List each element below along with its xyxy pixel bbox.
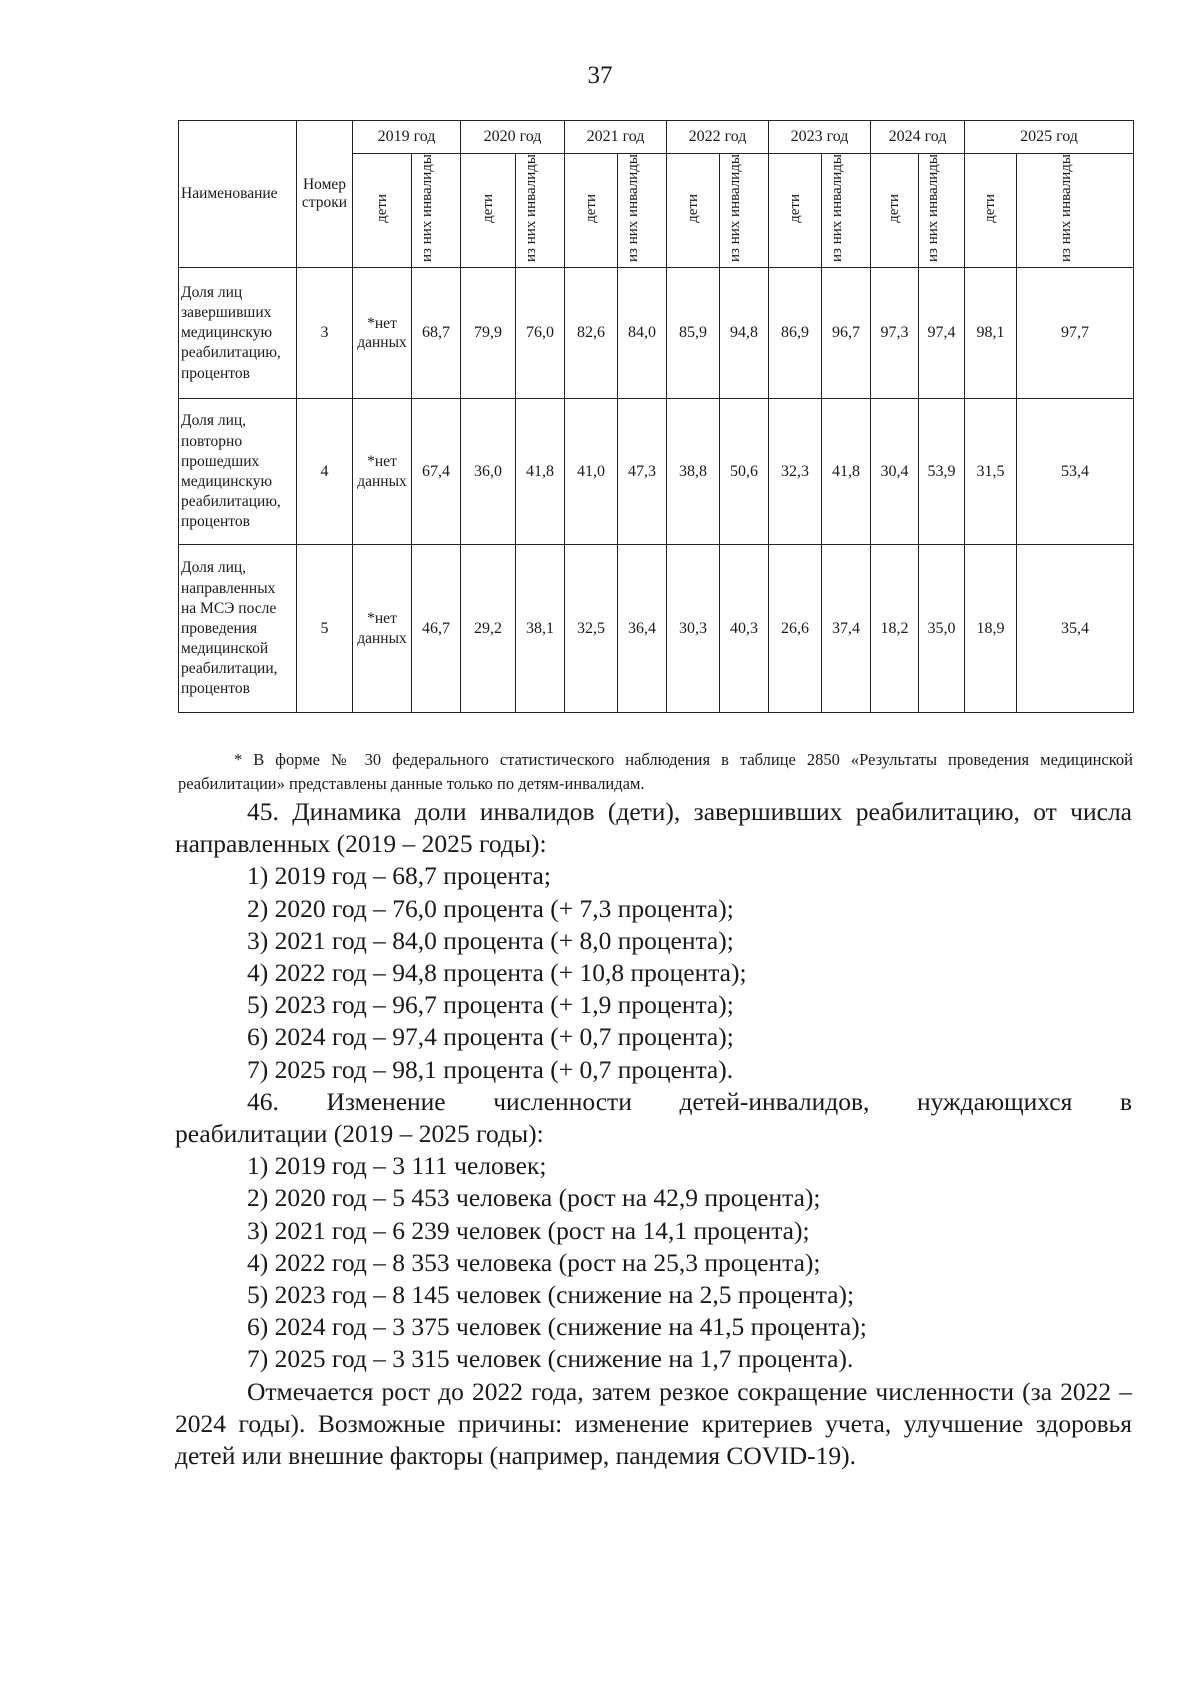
value-cell: 32,3: [769, 399, 822, 545]
value-cell: 82,6: [565, 268, 618, 399]
value-cell: 53,9: [919, 399, 965, 545]
subheader-children: дети: [461, 154, 516, 268]
value-cell: 36,4: [618, 545, 667, 713]
section-46-title-cont: реабилитации (2019 – 2025 годы):: [175, 1119, 544, 1149]
value-cell: 40,3: [720, 545, 769, 713]
value-cell: 41,8: [516, 399, 565, 545]
value-cell: 86,9: [769, 268, 822, 399]
subheader-disabled: из них инвалиды: [516, 154, 565, 268]
subheader-disabled: из них инвалиды: [720, 154, 769, 268]
value-cell: 26,6: [769, 545, 822, 713]
header-year-2019: 2019 год: [353, 121, 461, 154]
header-year-2023: 2023 год: [769, 121, 871, 154]
subheader-disabled: из них инвалиды: [618, 154, 667, 268]
value-cell: 47,3: [618, 399, 667, 545]
value-cell: 79,9: [461, 268, 516, 399]
value-cell: 35,0: [919, 545, 965, 713]
section-45-title: 45. Динамика доли инвалидов (дети), завершивших реабилитацию, от числа направленных (2019 – 2025 годы):: [175, 797, 1132, 859]
value-cell: 38,8: [667, 399, 720, 545]
subheader-children: дети: [353, 154, 412, 268]
value-cell: 36,0: [461, 399, 516, 545]
no-data-cell: *нет данных: [353, 545, 412, 713]
no-data-cell: *нет данных: [353, 399, 412, 545]
list-item: 1) 2019 год – 3 111 человек;: [247, 1151, 547, 1181]
value-cell: 68,7: [412, 268, 461, 399]
subheader-disabled: из них инвалиды: [412, 154, 461, 268]
value-cell: 96,7: [822, 268, 871, 399]
list-item: 4) 2022 год – 8 353 человека (рост на 25,3 процента);: [247, 1247, 821, 1277]
value-cell: 29,2: [461, 545, 516, 713]
section-46-title: 46. Изменение численности детей-инвалидов, нуждающихся в: [247, 1086, 1132, 1116]
value-cell: 50,6: [720, 399, 769, 545]
list-item: 6) 2024 год – 97,4 процента (+ 0,7 процента);: [247, 1022, 734, 1052]
value-cell: 30,3: [667, 545, 720, 713]
list-item: 1) 2019 год – 68,7 процента;: [247, 861, 551, 891]
list-item: 5) 2023 год – 96,7 процента (+ 1,9 процента);: [247, 990, 734, 1020]
header-year-2020: 2020 год: [461, 121, 565, 154]
table-row: [179, 545, 1134, 713]
value-cell: 97,3: [871, 268, 919, 399]
value-cell: 76,0: [516, 268, 565, 399]
value-cell: 53,4: [1017, 399, 1134, 545]
row-name: Доля лиц завершивших медицинскую реабилитацию, процентов: [179, 268, 297, 399]
row-number: 3: [297, 268, 353, 399]
rehabilitation-table: [178, 120, 1134, 713]
row-number: 5: [297, 545, 353, 713]
value-cell: 30,4: [871, 399, 919, 545]
subheader-disabled: из них инвалиды: [822, 154, 871, 268]
value-cell: 41,0: [565, 399, 618, 545]
list-item: 2) 2020 год – 5 453 человека (рост на 42,9 процента);: [247, 1183, 821, 1213]
value-cell: 18,9: [965, 545, 1017, 713]
row-name: Доля лиц, повторно прошедших медицинскую реабилитацию, процентов: [179, 399, 297, 545]
value-cell: 98,1: [965, 268, 1017, 399]
table-footnote: * В форме № 30 федерального статистического наблюдения в таблице 2850 «Результаты проведения медицинской реабилитации» представлены данные только по детям-инвалидам.: [178, 750, 1133, 793]
page-number: 37: [587, 62, 613, 89]
list-item: 7) 2025 год – 3 315 человек (снижение на 1,7 процента).: [247, 1344, 854, 1374]
value-cell: 41,8: [822, 399, 871, 545]
subheader-children: дети: [871, 154, 919, 268]
value-cell: 32,5: [565, 545, 618, 713]
conclusion-paragraph: Отмечается рост до 2022 года, затем резкое сокращение численности (за 2022 – 2024 годы). Возможные причины: изменение критериев учета, улучшение здоровья детей или внешние факторы (например, пандемия COVID-19).: [175, 1376, 1132, 1471]
main-text: [175, 796, 1132, 1472]
list-item: 5) 2023 год – 8 145 человек (снижение на 2,5 процента);: [247, 1280, 855, 1310]
subheader-children: дети: [965, 154, 1017, 268]
value-cell: 84,0: [618, 268, 667, 399]
list-item: 2) 2020 год – 76,0 процента (+ 7,3 процента);: [247, 893, 734, 923]
value-cell: 31,5: [965, 399, 1017, 545]
list-item: 6) 2024 год – 3 375 человек (снижение на 41,5 процента);: [247, 1312, 867, 1342]
table-row: [179, 268, 1134, 399]
value-cell: 97,7: [1017, 268, 1134, 399]
row-number: 4: [297, 399, 353, 545]
header-year-2021: 2021 год: [565, 121, 667, 154]
subheader-children: дети: [667, 154, 720, 268]
value-cell: 37,4: [822, 545, 871, 713]
value-cell: 97,4: [919, 268, 965, 399]
value-cell: 67,4: [412, 399, 461, 545]
value-cell: 38,1: [516, 545, 565, 713]
list-item: 7) 2025 год – 98,1 процента (+ 0,7 процента).: [247, 1054, 734, 1084]
no-data-cell: *нет данных: [353, 268, 412, 399]
list-item: 4) 2022 год – 94,8 процента (+ 10,8 процента);: [247, 958, 747, 988]
subheader-children: дети: [769, 154, 822, 268]
header-year-2024: 2024 год: [871, 121, 965, 154]
value-cell: 46,7: [412, 545, 461, 713]
table-row: [179, 399, 1134, 545]
list-item: 3) 2021 год – 84,0 процента (+ 8,0 процента);: [247, 925, 734, 955]
value-cell: 85,9: [667, 268, 720, 399]
header-year-2022: 2022 год: [667, 121, 769, 154]
list-item: 3) 2021 год – 6 239 человек (рост на 14,1 процента);: [247, 1215, 810, 1245]
value-cell: 94,8: [720, 268, 769, 399]
header-row-number: Номер строки: [297, 121, 353, 268]
subheader-disabled: из них инвалиды: [1017, 154, 1134, 268]
row-name: Доля лиц, направленных на МСЭ после проведения медицинской реабилитации, процентов: [179, 545, 297, 713]
value-cell: 35,4: [1017, 545, 1134, 713]
value-cell: 18,2: [871, 545, 919, 713]
subheader-children: дети: [565, 154, 618, 268]
header-year-2025: 2025 год: [965, 121, 1134, 154]
header-name: Наименование: [179, 121, 297, 268]
subheader-disabled: из них инвалиды: [919, 154, 965, 268]
